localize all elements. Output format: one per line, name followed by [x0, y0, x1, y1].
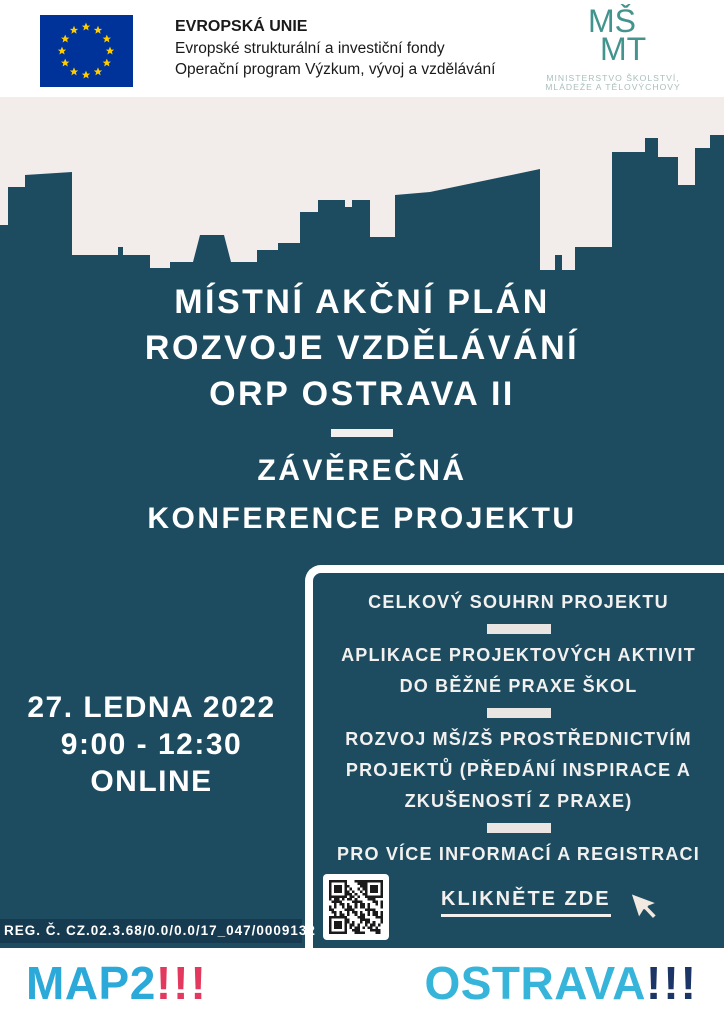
agenda-item-development: [313, 724, 724, 817]
eu-subtitle: Evropské strukturální a investiční fondy: [175, 40, 445, 57]
footer: [0, 948, 724, 1024]
ostrava-logo-text: OSTRAVA: [424, 957, 647, 1009]
ostrava-logo: [424, 956, 698, 1010]
eu-programme: Operační program Výzkum, vývoj a vzdělávání: [175, 61, 496, 78]
map2-logo-exclamations: !!!: [155, 957, 208, 1009]
eu-programme-text: [175, 16, 495, 80]
qr-code: [323, 874, 389, 940]
map2-logo: [26, 956, 208, 1010]
event-date: 27. LEDNA 2022: [27, 691, 276, 724]
agenda-item-summary: CELKOVÝ SOUHRN PROJEKTU: [368, 592, 669, 612]
agenda-item-development-line2: PROJEKTŮ (PŘEDÁNÍ INSPIRACE A: [345, 760, 692, 780]
agenda-item-application-line1: APLIKACE PROJEKTOVÝCH AKTIVIT: [341, 645, 696, 665]
main-title-line3: ORP OSTRAVA II: [209, 375, 515, 413]
agenda-divider: [487, 823, 551, 833]
main-title-line2: ROZVOJE VZDĚLÁVÁNÍ: [144, 329, 580, 367]
main-title-line1: MÍSTNÍ AKČNÍ PLÁN: [174, 283, 550, 321]
agenda-box: [305, 565, 724, 948]
ministry-caption-line2: MLÁDEŽE A TĚLOVÝCHOVY: [545, 82, 681, 92]
msmt-monogram-icon: [558, 4, 668, 70]
title-divider: [331, 429, 393, 437]
agenda-item-development-line1: ROZVOJ MŠ/ZŠ PROSTŘEDNICTVÍM: [345, 729, 692, 749]
header: [0, 0, 724, 97]
click-here-link[interactable]: KLIKNĚTE ZDE: [441, 888, 611, 917]
agenda-item-application-line2: DO BĚŽNÉ PRAXE ŠKOL: [399, 676, 638, 696]
agenda-divider: [487, 708, 551, 718]
subtitle-line1: ZÁVĚREČNÁ: [257, 454, 467, 487]
agenda-item-application: [313, 640, 724, 702]
ministry-logo: [528, 4, 698, 93]
subtitle-line2: KONFERENCE PROJEKTU: [147, 502, 577, 535]
mouse-cursor-icon: [625, 884, 671, 930]
svg-text:MT: MT: [600, 31, 647, 67]
agenda-item-development-line3: ZKUŠENOSTÍ Z PRAXE): [404, 791, 633, 811]
registration-number: REG. Č. CZ.02.3.68/0.0/0.0/17_047/0009132: [0, 919, 302, 943]
eu-title: EVROPSKÁ UNIE: [175, 18, 308, 35]
ministry-caption-line1: MINISTERSTVO ŠKOLSTVÍ,: [546, 73, 680, 83]
registration-row: [313, 870, 724, 940]
agenda-item-registration: PRO VÍCE INFORMACÍ A REGISTRACI: [337, 844, 700, 864]
map2-logo-text: MAP2: [26, 957, 156, 1009]
eu-flag-icon: [40, 15, 133, 87]
event-time: 9:00 - 12:30: [60, 728, 243, 761]
poster-body: [0, 97, 724, 948]
event-info: [0, 689, 303, 800]
event-mode: ONLINE: [90, 765, 213, 798]
svg-text:MŠ: MŠ: [588, 4, 636, 39]
ostrava-logo-exclamations: !!!: [646, 957, 698, 1009]
agenda-divider: [487, 624, 551, 634]
title-stack: [0, 279, 724, 543]
